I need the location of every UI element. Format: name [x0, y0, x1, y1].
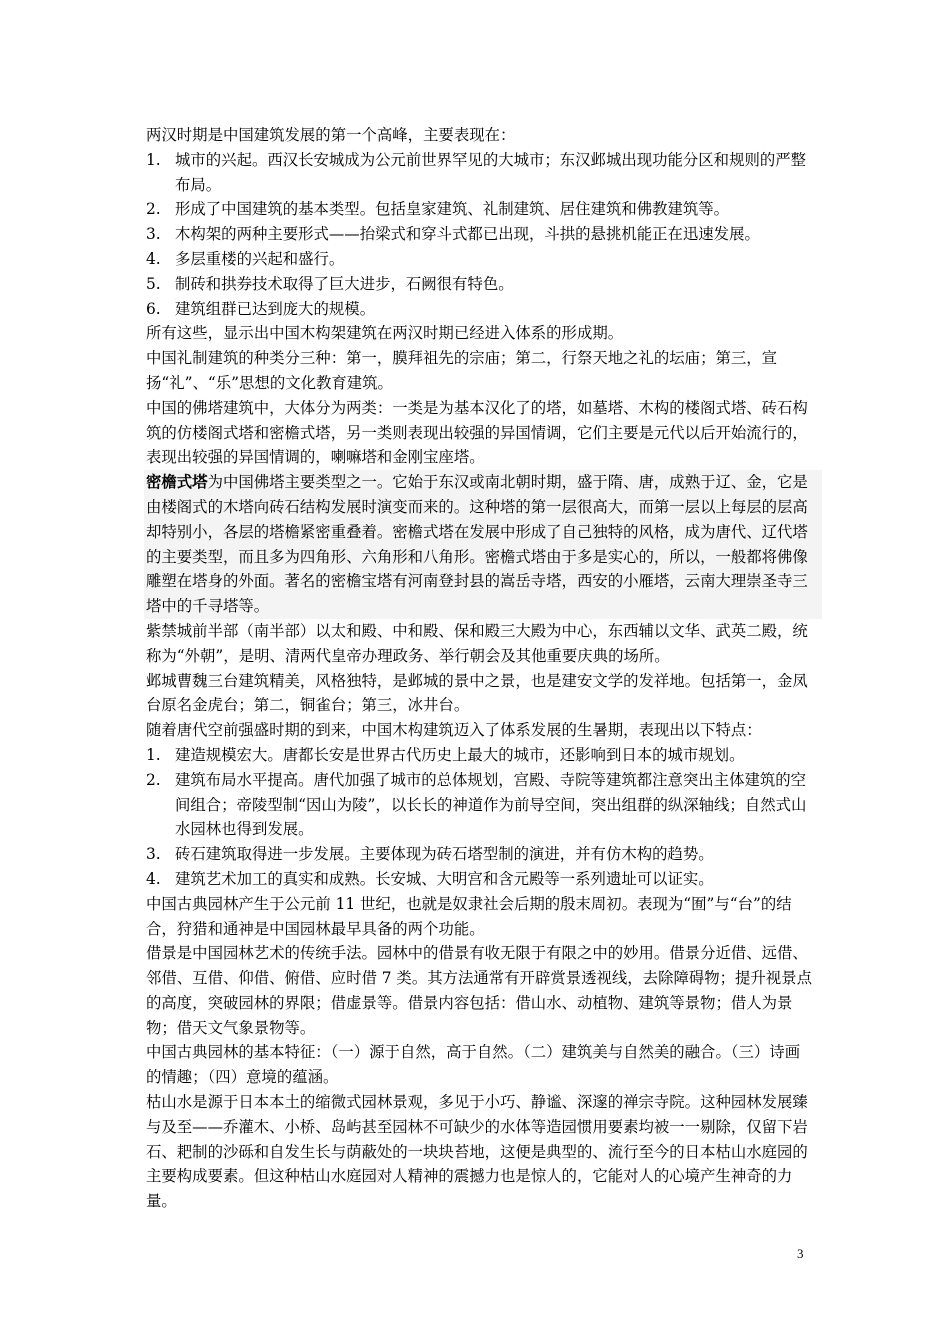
pagoda-paragraph: 中国的佛塔建筑中，大体分为两类：一类是为基本汉化了的塔，如墓塔、木构的楼阁式塔、砖石构筑的仿楼阁式塔和密檐式塔，另一类则表现出较强的异国情调，它们主要是元代以后开始流行的，表现出较强的异国情调的，喇嘛塔和金刚宝座塔。	[146, 398, 808, 467]
han-summary: 所有这些，显示出中国木构架建筑在两汉时期已经进入体系的形成期。	[146, 324, 624, 343]
miyan-term: 密檐式塔	[146, 473, 208, 492]
list-text: 建筑布局水平提高。唐代加强了城市的总体规划，宫殿、寺院等建筑都注意突出主体建筑的空间组合；帝陵型制“因山为陵”，以长长的神道作为前导空间，突出组群的纵深轴线；自然式山水园林也得到发展。	[175, 770, 807, 839]
list-text: 砖石建筑取得进一步发展。主要体现为砖石塔型制的演进，并有仿木构的趋势。	[175, 845, 714, 864]
list-item	[146, 148, 814, 198]
list-number: 1.	[146, 150, 161, 169]
list-number: 6.	[146, 299, 161, 318]
garden-features-paragraph: 中国古典园林的基本特征：（一）源于自然，高于自然。（二）建筑美与自然美的融合。（三）诗画的情趣；（四）意境的蕴涵。	[146, 1043, 801, 1087]
list-item	[146, 842, 814, 867]
list-item	[146, 247, 814, 272]
miyan-text: 为中国佛塔主要类型之一。它始于东汉或南北朝时期，盛于隋、唐，成熟于辽、金，它是由楼阁式的木塔向砖石结构发展时演变而来的。这种塔的第一层很高大，而第一层以上每层的层高却特别小，各层的塔檐紧密重叠着。密檐式塔在发展中形成了自己独特的风格，成为唐代、辽代塔的主要类型，而且多为四角形、六角形和八角形。密檐式塔由于多是实心的，所以，一般都将佛像雕塑在塔身的外面。著名的密檐宝塔有河南登封县的嵩岳寺塔，西安的小雁塔，云南大理崇圣寺三塔中的千寻塔等。	[146, 473, 808, 616]
list-text: 城市的兴起。西汉长安城成为公元前世界罕见的大城市；东汉邺城出现功能分区和规则的严整布局。	[175, 150, 807, 194]
karesansui-paragraph: 枯山水是源于日本本土的缩微式园林景观，多见于小巧、静谧、深邃的禅宗寺院。这种园林发展臻与及至——乔灌木、小桥、岛屿甚至园林不可缺少的水体等造园惯用要素均被一一剔除，仅留下岩石、耙制的沙砾和自发生长与荫蔽处的一块块苔地，这便是典型的、流行至今的日本枯山水庭园的主要构成要素。但这种枯山水庭园对人精神的震撼力也是惊人的，它能对人的心境产生神奇的力量。	[146, 1093, 808, 1211]
yecheng-paragraph: 邺城曹魏三台建筑精美，风格独特，是邺城的景中之景，也是建安文学的发祥地。包括第一，金凤台原名金虎台；第二，铜雀台；第三，冰井台。	[146, 671, 808, 715]
list-number: 1.	[146, 745, 161, 764]
list-number: 4.	[146, 249, 161, 268]
list-item	[146, 272, 814, 297]
garden-origin-paragraph: 中国古典园林产生于公元前 11 世纪，也就是奴隶社会后期的殷末周初。表现为“囿”与“台”的结合，狩猎和通神是中国园林最早具备的两个功能。	[146, 894, 792, 938]
list-text: 多层重楼的兴起和盛行。	[175, 249, 345, 268]
list-number: 3.	[146, 845, 161, 864]
list-item	[146, 743, 814, 768]
list-number: 4.	[146, 869, 161, 888]
list-text: 制砖和拱券技术取得了巨大进步，石阙很有特色。	[175, 274, 514, 293]
list-number: 2.	[146, 200, 161, 219]
ritual-paragraph: 中国礼制建筑的种类分三种：第一，膜拜祖先的宗庙；第二，行祭天地之礼的坛庙；第三，宣扬“礼”、“乐”思想的文化教育建筑。	[146, 349, 778, 392]
page-number: 3	[797, 1246, 804, 1261]
list-item	[146, 768, 814, 842]
list-text: 建造规模宏大。唐都长安是世界古代历史上最大的城市，还影响到日本的城市规划。	[175, 745, 745, 764]
list-text: 木构架的两种主要形式——抬梁式和穿斗式都已出现，斗拱的悬挑机能正在迅速发展。	[175, 225, 760, 244]
tang-intro: 随着唐代空前强盛时期的到来，中国木构建筑迈入了体系发展的生暑期，表现出以下特点：	[146, 721, 762, 740]
list-number: 3.	[146, 225, 161, 244]
list-text: 建筑组群已达到庞大的规模。	[175, 299, 376, 318]
list-item	[146, 867, 814, 892]
list-number: 2.	[146, 770, 161, 789]
forbidden-city-paragraph: 紫禁城前半部（南半部）以太和殿、中和殿、保和殿三大殿为中心，东西辅以文华、武英二殿，统称为“外朝”，是明、清两代皇帝办理政务、举行朝会及其他重要庆典的场所。	[146, 621, 808, 665]
list-text: 形成了中国建筑的基本类型。包括皇家建筑、礼制建筑、居住建筑和佛教建筑等。	[175, 200, 730, 219]
list-item	[146, 222, 814, 247]
list-text: 建筑艺术加工的真实和成熟。长安城、大明宫和含元殿等一系列遗址可以证实。	[175, 869, 714, 888]
miyan-paragraph	[144, 470, 822, 619]
tang-list	[146, 743, 814, 892]
list-item	[146, 297, 814, 322]
list-number: 5.	[146, 274, 161, 293]
borrowed-view-paragraph: 借景是中国园林艺术的传统手法。园林中的借景有收无限于有限之中的妙用。借景分近借、远借、邻借、互借、仰借、俯借、应时借 7 类。其方法通常有开辟赏景透视线，去除障碍物；提升视景点的高度，突破园林的界限；借虚景等。借景内容包括：借山水、动植物、建筑等景物；借人为景物；借天文气象景物等。	[146, 944, 812, 1037]
han-list	[146, 148, 814, 322]
list-item	[146, 197, 814, 222]
han-intro: 两汉时期是中国建筑发展的第一个高峰，主要表现在：	[146, 126, 516, 144]
document-body	[146, 123, 814, 1214]
